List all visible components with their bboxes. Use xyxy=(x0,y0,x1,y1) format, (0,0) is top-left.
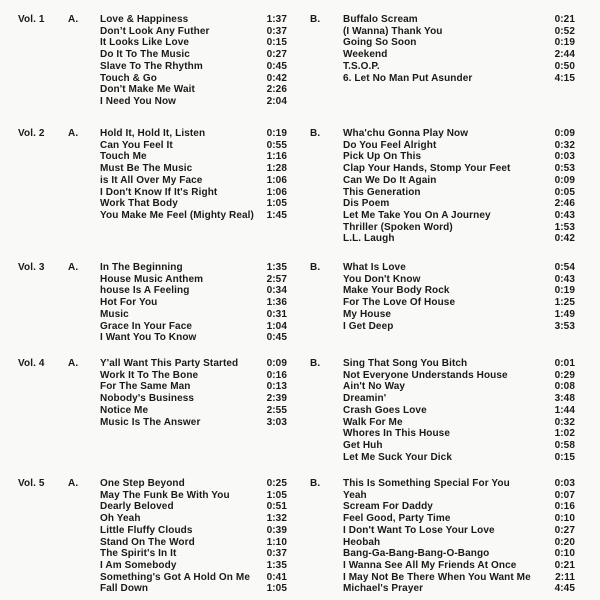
track-title: Heobah xyxy=(343,536,381,548)
track-row xyxy=(100,140,287,152)
track-duration: 0:10 xyxy=(554,548,575,560)
track-duration: 1:36 xyxy=(266,297,287,309)
track-duration: 0:25 xyxy=(266,478,287,489)
track-title: Dreamin' xyxy=(343,393,387,405)
track-title: Do You Feel Alright xyxy=(343,139,437,151)
track-title: Touch & Go xyxy=(100,72,157,84)
track-title: Music Is The Answer xyxy=(100,416,201,428)
track-title: For The Same Man xyxy=(100,381,191,393)
side-a-tracks xyxy=(100,262,287,344)
track-row xyxy=(343,187,575,199)
track-title: Wha'chu Gonna Play Now xyxy=(343,128,469,139)
track-duration: 0:42 xyxy=(554,233,575,245)
track-row xyxy=(343,381,575,393)
track-duration: 1:28 xyxy=(266,163,287,175)
track-duration: 0:32 xyxy=(554,139,575,151)
track-title: I Want You To Know xyxy=(100,332,197,344)
track-title: Work It To The Bone xyxy=(100,369,199,381)
track-row xyxy=(343,525,575,537)
track-row xyxy=(343,262,575,274)
track-duration: 0:16 xyxy=(266,369,287,381)
track-title: Little Fluffy Clouds xyxy=(100,524,193,536)
track-title: Thriller (Spoken Word) xyxy=(343,221,453,233)
track-title: This Generation xyxy=(343,186,421,198)
track-row xyxy=(343,140,575,152)
track-title: Not Everyone Understands House xyxy=(343,369,508,381)
track-duration: 0:19 xyxy=(266,128,287,139)
track-row xyxy=(343,274,575,286)
track-duration: 0:03 xyxy=(554,478,575,489)
track-duration: 0:13 xyxy=(266,381,287,393)
side-b-letter: B. xyxy=(310,128,321,139)
track-row xyxy=(343,537,575,549)
track-row xyxy=(343,175,575,187)
track-row xyxy=(343,417,575,429)
track-duration: 0:09 xyxy=(266,358,287,369)
track-duration: 1:06 xyxy=(266,174,287,186)
track-duration: 1:16 xyxy=(266,151,287,163)
track-title: May The Funk Be With You xyxy=(100,489,230,501)
side-a-tracks xyxy=(100,358,287,428)
track-duration: 4:15 xyxy=(554,72,575,84)
track-row xyxy=(343,210,575,222)
track-row xyxy=(343,478,575,490)
track-title: You Make Me Feel (Mighty Real) xyxy=(100,209,254,221)
side-a-tracks xyxy=(100,14,287,108)
track-row xyxy=(343,37,575,49)
track-title: I Get Deep xyxy=(343,320,394,332)
track-row xyxy=(100,96,287,108)
track-duration: 0:51 xyxy=(266,501,287,513)
track-row xyxy=(343,428,575,440)
track-duration: 2:46 xyxy=(554,198,575,210)
track-duration: 0:37 xyxy=(266,548,287,560)
track-title: Notice Me xyxy=(100,404,149,416)
track-title: Michael's Prayer xyxy=(343,583,424,595)
track-duration: 1:37 xyxy=(266,14,287,25)
track-duration: 0:41 xyxy=(266,571,287,583)
track-duration: 2:57 xyxy=(266,273,287,285)
side-b-letter: B. xyxy=(310,478,321,489)
track-title: Going So Soon xyxy=(343,37,417,49)
track-row xyxy=(100,501,287,513)
track-title: I May Not Be There When You Want Me xyxy=(343,571,531,583)
side-b-tracks xyxy=(343,14,575,84)
track-row xyxy=(100,358,287,370)
track-title: I Don't Know If It's Right xyxy=(100,186,218,198)
track-duration: 0:53 xyxy=(554,163,575,175)
track-row xyxy=(100,548,287,560)
track-row xyxy=(343,452,575,464)
track-title: Get Huh xyxy=(343,439,383,451)
track-title: In The Beginning xyxy=(100,262,183,273)
track-title: Grace In Your Face xyxy=(100,320,193,332)
track-title: Fall Down xyxy=(100,583,149,595)
track-row xyxy=(100,572,287,584)
track-duration: 1:04 xyxy=(266,320,287,332)
track-row xyxy=(343,370,575,382)
track-row xyxy=(343,440,575,452)
track-row xyxy=(343,26,575,38)
track-row xyxy=(343,198,575,210)
track-row xyxy=(100,128,287,140)
track-title: The Spirit's In It xyxy=(100,548,177,560)
track-title: Dis Poem xyxy=(343,198,390,210)
track-title: (I Wanna) Thank You xyxy=(343,25,443,37)
track-duration: 0:45 xyxy=(266,332,287,344)
track-title: Scream For Daddy xyxy=(343,501,433,513)
track-title: T.S.O.P. xyxy=(343,60,380,72)
track-row xyxy=(100,393,287,405)
track-duration: 0:15 xyxy=(554,451,575,463)
track-duration: 0:09 xyxy=(554,174,575,186)
track-title: Walk For Me xyxy=(343,416,403,428)
track-title: Let Me Suck Your Dick xyxy=(343,451,452,463)
track-duration: 1:05 xyxy=(266,198,287,210)
track-duration: 0:31 xyxy=(266,308,287,320)
track-title: I Don't Want To Lose Your Love xyxy=(343,524,495,536)
track-row xyxy=(100,151,287,163)
track-duration: 0:54 xyxy=(554,262,575,273)
track-duration: 0:52 xyxy=(554,25,575,37)
track-title: Slave To The Rhythm xyxy=(100,60,203,72)
track-title: Whores In This House xyxy=(343,428,451,440)
track-title: house Is A Feeling xyxy=(100,285,190,297)
track-row xyxy=(343,583,575,595)
track-title: This Is Something Special For You xyxy=(343,478,510,489)
track-row xyxy=(343,61,575,73)
track-title: Nobody's Business xyxy=(100,393,195,405)
track-title: Dearly Beloved xyxy=(100,501,174,513)
track-row xyxy=(343,14,575,26)
track-row xyxy=(100,262,287,274)
track-duration: 0:20 xyxy=(554,536,575,548)
track-duration: 0:09 xyxy=(554,128,575,139)
track-title: L.L. Laugh xyxy=(343,233,395,245)
track-row xyxy=(100,490,287,502)
track-duration: 0:03 xyxy=(554,151,575,163)
track-title: Must Be The Music xyxy=(100,163,193,175)
track-row xyxy=(100,525,287,537)
track-duration: 1:32 xyxy=(266,513,287,525)
track-row xyxy=(100,73,287,85)
track-row xyxy=(100,478,287,490)
track-duration: 0:58 xyxy=(554,439,575,451)
track-duration: 2:11 xyxy=(555,571,575,583)
track-title: Crash Goes Love xyxy=(343,404,427,416)
track-title: One Step Beyond xyxy=(100,478,185,489)
track-duration: 1:06 xyxy=(266,186,287,198)
track-duration: 1:05 xyxy=(266,489,287,501)
track-row xyxy=(100,405,287,417)
track-row xyxy=(343,501,575,513)
track-title: Clap Your Hands, Stomp Your Feet xyxy=(343,163,511,175)
side-b-tracks xyxy=(343,262,575,332)
track-title: Music xyxy=(100,308,129,320)
side-b-tracks xyxy=(343,478,575,595)
track-row xyxy=(343,222,575,234)
track-row xyxy=(343,358,575,370)
track-duration: 1:02 xyxy=(554,428,575,440)
side-b-letter: B. xyxy=(310,358,321,369)
track-title: Stand On The Word xyxy=(100,536,195,548)
track-duration: 0:45 xyxy=(266,60,287,72)
track-row xyxy=(100,537,287,549)
track-row xyxy=(100,297,287,309)
track-title: Sing That Song You Bitch xyxy=(343,358,468,369)
track-duration: 0:42 xyxy=(266,72,287,84)
track-row xyxy=(100,175,287,187)
track-row xyxy=(100,14,287,26)
track-row xyxy=(343,297,575,309)
track-title: Don't Make Me Wait xyxy=(100,84,195,96)
track-row xyxy=(343,49,575,61)
track-duration: 0:16 xyxy=(554,501,575,513)
volume-label: Vol. 3 xyxy=(18,262,45,273)
track-duration: 0:29 xyxy=(554,369,575,381)
track-title: Hot For You xyxy=(100,297,158,309)
side-a-letter: A. xyxy=(68,478,79,489)
track-row xyxy=(343,309,575,321)
side-b-tracks xyxy=(343,358,575,463)
track-title: Pick Up On This xyxy=(343,151,422,163)
track-row xyxy=(343,405,575,417)
track-row xyxy=(343,490,575,502)
side-a-tracks xyxy=(100,128,287,222)
track-title: I Need You Now xyxy=(100,95,177,107)
track-title: Work That Body xyxy=(100,198,178,210)
track-duration: 1:45 xyxy=(266,209,287,221)
track-row xyxy=(100,37,287,49)
track-title: Buffalo Scream xyxy=(343,14,418,25)
track-duration: 0:27 xyxy=(554,524,575,536)
track-title: 6. Let No Man Put Asunder xyxy=(343,72,473,84)
track-duration: 2:39 xyxy=(266,393,287,405)
track-row xyxy=(100,187,287,199)
side-b-letter: B. xyxy=(310,262,321,273)
track-title: Feel Good, Party Time xyxy=(343,513,451,525)
track-row xyxy=(100,198,287,210)
track-duration: 0:05 xyxy=(554,186,575,198)
track-duration: 1:53 xyxy=(554,221,575,233)
track-title: is It All Over My Face xyxy=(100,174,203,186)
track-row xyxy=(100,61,287,73)
track-row xyxy=(100,49,287,61)
track-duration: 0:34 xyxy=(266,285,287,297)
track-row xyxy=(100,560,287,572)
track-duration: 4:45 xyxy=(554,583,575,595)
track-duration: 0:19 xyxy=(554,285,575,297)
track-duration: 0:27 xyxy=(266,49,287,61)
track-duration: 0:32 xyxy=(554,416,575,428)
track-row xyxy=(343,163,575,175)
track-row xyxy=(343,572,575,584)
side-a-letter: A. xyxy=(68,14,79,25)
track-duration: 0:01 xyxy=(554,358,575,369)
track-duration: 0:07 xyxy=(554,489,575,501)
track-row xyxy=(100,84,287,96)
track-title: I Wanna See All My Friends At Once xyxy=(343,559,517,571)
track-row xyxy=(100,285,287,297)
track-duration: 0:21 xyxy=(554,14,575,25)
track-duration: 0:21 xyxy=(554,559,575,571)
track-title: Can You Feel It xyxy=(100,139,173,151)
track-title: Make Your Body Rock xyxy=(343,285,450,297)
track-duration: 0:43 xyxy=(554,273,575,285)
track-duration: 2:55 xyxy=(266,404,287,416)
track-row xyxy=(100,321,287,333)
track-title: Don’t Look Any Futher xyxy=(100,25,210,37)
side-a-letter: A. xyxy=(68,128,79,139)
track-duration: 0:19 xyxy=(554,37,575,49)
track-duration: 0:10 xyxy=(554,513,575,525)
track-duration: 1:05 xyxy=(266,583,287,595)
track-duration: 3:03 xyxy=(266,416,287,428)
track-row xyxy=(343,548,575,560)
track-row xyxy=(343,285,575,297)
track-title: Touch Me xyxy=(100,151,147,163)
track-title: For The Love Of House xyxy=(343,297,456,309)
track-row xyxy=(343,151,575,163)
track-row xyxy=(100,274,287,286)
side-a-letter: A. xyxy=(68,358,79,369)
track-duration: 0:37 xyxy=(266,25,287,37)
track-title: Love & Happiness xyxy=(100,14,189,25)
track-row xyxy=(100,417,287,429)
track-duration: 0:43 xyxy=(554,209,575,221)
track-title: Do It To The Music xyxy=(100,49,190,61)
track-duration: 0:15 xyxy=(266,37,287,49)
track-title: House Music Anthem xyxy=(100,273,204,285)
track-row xyxy=(343,513,575,525)
track-row xyxy=(100,210,287,222)
track-title: Weekend xyxy=(343,49,388,61)
track-row xyxy=(343,73,575,85)
track-title: Bang-Ga-Bang-Bang-O-Bango xyxy=(343,548,490,560)
track-duration: 1:25 xyxy=(554,297,575,309)
volume-label: Vol. 4 xyxy=(18,358,45,369)
track-duration: 2:44 xyxy=(554,49,575,61)
track-title: I Am Somebody xyxy=(100,559,177,571)
volume-label: Vol. 1 xyxy=(18,14,45,25)
track-title: You Don't Know xyxy=(343,273,421,285)
track-row xyxy=(100,381,287,393)
track-title: Y'all Want This Party Started xyxy=(100,358,239,369)
track-duration: 0:55 xyxy=(266,139,287,151)
track-row xyxy=(100,332,287,344)
track-row xyxy=(100,26,287,38)
track-duration: 1:35 xyxy=(266,262,287,273)
track-row xyxy=(343,560,575,572)
track-duration: 1:35 xyxy=(266,559,287,571)
volume-label: Vol. 5 xyxy=(18,478,45,489)
side-a-tracks xyxy=(100,478,287,595)
side-a-letter: A. xyxy=(68,262,79,273)
track-row xyxy=(100,513,287,525)
track-row xyxy=(343,233,575,245)
track-row xyxy=(343,321,575,333)
track-duration: 1:10 xyxy=(266,536,287,548)
track-title: Something's Got A Hold On Me xyxy=(100,571,250,583)
track-duration: 0:08 xyxy=(554,381,575,393)
track-duration: 1:49 xyxy=(554,308,575,320)
track-row xyxy=(100,583,287,595)
track-duration: 2:26 xyxy=(266,84,287,96)
track-row xyxy=(100,370,287,382)
track-title: My House xyxy=(343,308,392,320)
side-b-tracks xyxy=(343,128,575,245)
track-title: What Is Love xyxy=(343,262,406,273)
track-row xyxy=(343,393,575,405)
track-duration: 0:39 xyxy=(266,524,287,536)
track-row xyxy=(100,309,287,321)
track-title: Can We Do It Again xyxy=(343,174,437,186)
track-title: Oh Yeah xyxy=(100,513,141,525)
track-title: Hold It, Hold It, Listen xyxy=(100,128,206,139)
track-duration: 1:44 xyxy=(554,404,575,416)
side-b-letter: B. xyxy=(310,14,321,25)
track-title: Ain't No Way xyxy=(343,381,406,393)
track-title: It Looks Like Love xyxy=(100,37,190,49)
volume-label: Vol. 2 xyxy=(18,128,45,139)
track-row xyxy=(343,128,575,140)
track-title: Let Me Take You On A Journey xyxy=(343,209,491,221)
track-row xyxy=(100,163,287,175)
track-duration: 3:53 xyxy=(554,320,575,332)
track-duration: 2:04 xyxy=(266,95,287,107)
track-duration: 0:50 xyxy=(554,60,575,72)
track-duration: 3:48 xyxy=(554,393,575,405)
track-title: Yeah xyxy=(343,489,367,501)
